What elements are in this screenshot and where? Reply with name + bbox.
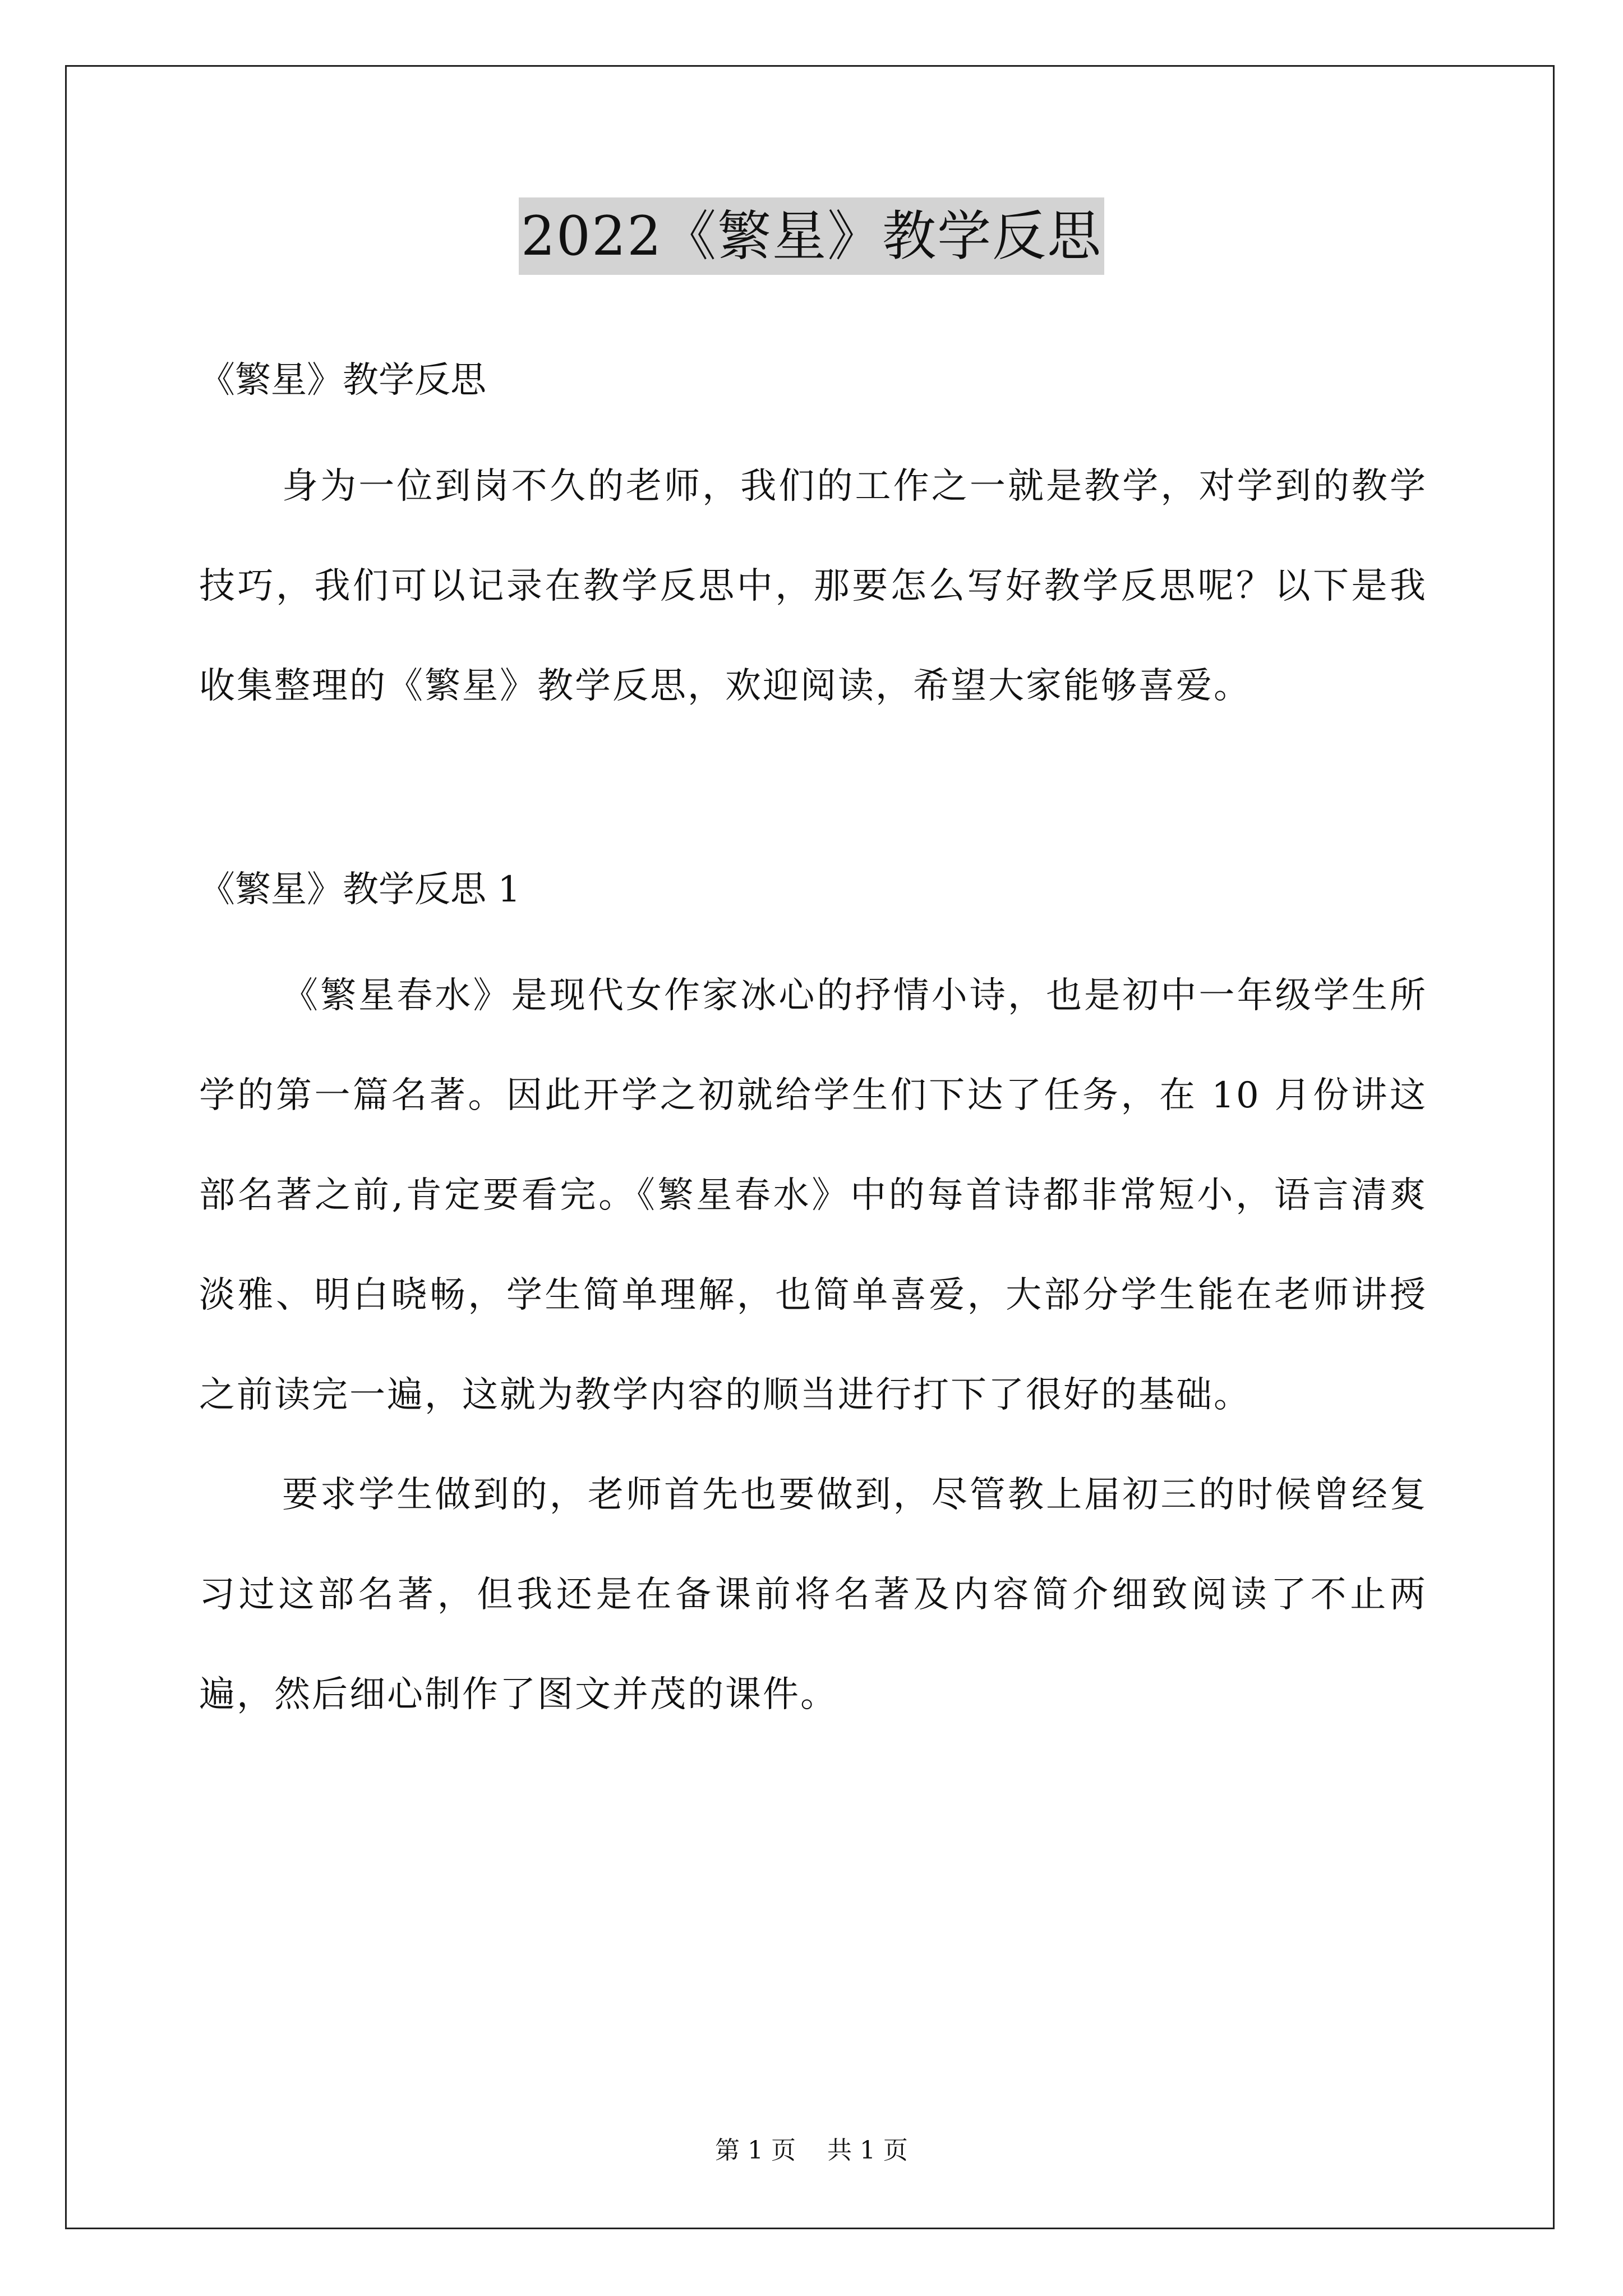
section-heading-main: 《繁星》教学反思 xyxy=(199,360,486,401)
body-paragraph-2: 要求学生做到的，老师首先也要做到，尽管教上届初三的时候曾经复习过这部名著，但我还是在备课前将名著及内容简介细致阅读了不止两遍，然后细心制作了图文并茂的课件。 xyxy=(199,1474,1427,1715)
intro-paragraph: 身为一位到岗不久的老师，我们的工作之一就是教学，对学到的教学技巧，我们可以记录在教学反思中，那要怎么写好教学反思呢？以下是我收集整理的《繁星》教学反思，欢迎阅读，希望大家能够喜爱。 xyxy=(199,466,1427,707)
document-body xyxy=(199,337,1427,1745)
title-container xyxy=(0,197,1623,275)
section-heading-1: 《繁星》教学反思 1 xyxy=(199,869,521,910)
body-paragraph-1: 《繁星春水》是现代女作家冰心的抒情小诗，也是初中一年级学生所学的第一篇名著。因此开学之初就给学生们下达了任务，在 10 月份讲这部名著之前,肯定要看完。《繁星春水》中的每首诗都非常短小，语言清爽淡雅、明白晓畅，学生简单理解，也简单喜爱，大部分学生能在老师讲授之前读完一遍，这就为教学内容的顺当进行打下了很好的基础。 xyxy=(199,975,1427,1416)
page-footer: 第 1 页 共 1 页 xyxy=(715,2136,908,2165)
document-title: 2022《繁星》教学反思 xyxy=(519,197,1104,275)
